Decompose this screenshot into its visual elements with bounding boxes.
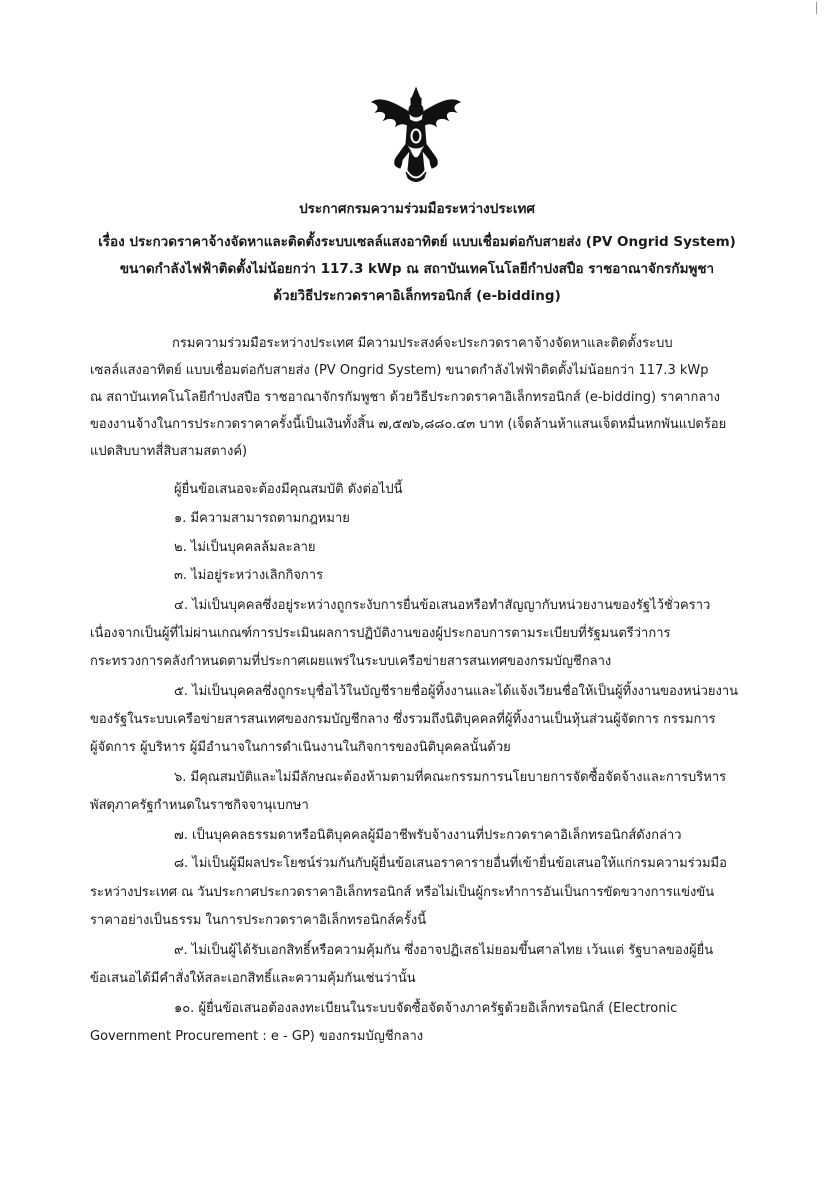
qualification-item-10-line-2: Government Procurement : e - GP) ของกรมบัญชีกลาง <box>90 1029 424 1044</box>
qualification-item-5-line-2: ของรัฐในระบบเครือข่ายสารสนเทศของกรมบัญชีกลาง ซึ่งรวมถึงนิติบุคคลที่ผู้ทิ้งงานเป็นหุ้นส่วนผู้จัดการ กรรมการ <box>90 712 716 727</box>
qualification-item-8-line-3: ราคาอย่างเป็นธรรม ในการประกวดราคาอิเล็กทรอนิกส์ครั้งนี้ <box>90 913 427 928</box>
intro-line-1: กรมความร่วมมือระหว่างประเทศ มีความประสงค์จะประกวดราคาจ้างจัดหาและติดตั้งระบบ <box>172 336 673 351</box>
qualification-item-10-line-1: ๑๐. ผู้ยื่นข้อเสนอต้องลงทะเบียนในระบบจัดซื้อจัดจ้างภาครัฐด้วยอิเล็กทรอนิกส์ (Electronic <box>174 1001 678 1016</box>
qualification-item-4-line-3: กระทรวงการคลังกำหนดตามที่ประกาศเผยแพร่ในระบบเครือข่ายสารสนเทศของกรมบัญชีกลาง <box>90 654 612 669</box>
qualification-item-5-line-1: ๕. ไม่เป็นบุคคลซึ่งถูกระบุชื่อไว้ในบัญชีรายชื่อผู้ทิ้งงานและได้แจ้งเวียนชื่อให้เป็นผู้ทิ้งงานของหน่วยงาน <box>174 684 739 699</box>
intro-line-2: เซลล์แสงอาทิตย์ แบบเชื่อมต่อกับสายส่ง (PV Ongrid System) ขนาดกำลังไฟฟ้าติดตั้งไม่น้อยกว่า 117.3 kWp <box>90 363 709 378</box>
scan-edge-mark <box>816 2 820 14</box>
qualification-item-2: ๒. ไม่เป็นบุคคลล้มละลาย <box>174 540 316 555</box>
qualification-item-9-line-1: ๙. ไม่เป็นผู้ได้รับเอกสิทธิ์หรือความคุ้มกัน ซึ่งอาจปฏิเสธไม่ยอมขึ้นศาลไทย เว้นแต่ รัฐบาลของผู้ยื่น <box>174 943 714 958</box>
garuda-emblem <box>365 86 467 186</box>
qualification-item-5-line-3: ผู้จัดการ ผู้บริหาร ผู้มีอำนาจในการดำเนินงานในกิจการของนิติบุคคลนั้นด้วย <box>90 740 511 755</box>
qualifications-lead: ผู้ยื่นข้อเสนอจะต้องมีคุณสมบัติ ดังต่อไปนี้ <box>174 482 403 497</box>
announcement-subject-line-3: ด้วยวิธีประกวดราคาอิเล็กทรอนิกส์ (e-bidding) <box>273 288 561 304</box>
announcement-subject-line-1: เรื่อง ประกวดราคาจ้างจัดหาและติดตั้งระบบเซลล์แสงอาทิตย์ แบบเชื่อมต่อกับสายส่ง (PV Ongrid System) <box>98 234 736 250</box>
qualification-item-6-line-2: พัสดุภาครัฐกำหนดในราชกิจจานุเบกษา <box>90 798 309 813</box>
announcement-agency: ประกาศกรมความร่วมมือระหว่างประเทศ <box>299 201 535 217</box>
qualification-item-4-line-2: เนื่องจากเป็นผู้ที่ไม่ผ่านเกณฑ์การประเมินผลการปฏิบัติงานของผู้ประกอบการตามระเบียบที่รัฐมนตรีว่าการ <box>90 626 671 641</box>
intro-line-4: ของงานจ้างในการประกวดราคาครั้งนี้เป็นเงินทั้งสิ้น ๗,๕๗๖,๘๘๐.๔๓ บาท (เจ็ดล้านห้าแสนเจ็ดหมื่นหกพันแปดร้อย <box>90 417 727 432</box>
announcement-subject-line-2: ขนาดกำลังไฟฟ้าติดตั้งไม่น้อยกว่า 117.3 kWp ณ สถาบันเทคโนโลยีกำปงสปือ ราชอาณาจักรกัมพูชา <box>119 261 715 277</box>
qualification-item-3: ๓. ไม่อยู่ระหว่างเลิกกิจการ <box>174 568 324 583</box>
qualification-item-6-line-1: ๖. มีคุณสมบัติและไม่มีลักษณะต้องห้ามตามที่คณะกรรมการนโยบายการจัดซื้อจัดจ้างและการบริหาร <box>174 770 727 785</box>
qualification-item-8-line-1: ๘. ไม่เป็นผู้มีผลประโยชน์ร่วมกันกับผู้ยื่นข้อเสนอราคารายอื่นที่เข้ายื่นข้อเสนอให้แก่กรมความร่วมมือ <box>174 856 727 871</box>
qualification-item-1: ๑. มีความสามารถตามกฎหมาย <box>174 511 350 526</box>
qualification-item-8-line-2: ระหว่างประเทศ ณ วันประกาศประกวดราคาอิเล็กทรอนิกส์ หรือไม่เป็นผู้กระทำการอันเป็นการขัดขวางการแข่งขัน <box>90 885 715 900</box>
intro-line-5: แปดสิบบาทสี่สิบสามสตางค์) <box>90 444 248 459</box>
qualification-item-7: ๗. เป็นบุคคลธรรมดาหรือนิติบุคคลผู้มีอาชีพรับจ้างงานที่ประกวดราคาอิเล็กทรอนิกส์ดังกล่าว <box>174 828 682 843</box>
qualification-item-4-line-1: ๔. ไม่เป็นบุคคลซึ่งอยู่ระหว่างถูกระงับการยื่นข้อเสนอหรือทำสัญญากับหน่วยงานของรัฐไว้ชั่วคราว <box>174 598 711 613</box>
qualification-item-9-line-2: ข้อเสนอได้มีคำสั่งให้สละเอกสิทธิ์และความคุ้มกันเช่นว่านั้น <box>90 971 416 986</box>
intro-line-3: ณ สถาบันเทคโนโลยีกำปงสปือ ราชอาณาจักรกัมพูชา ด้วยวิธีประกวดราคาอิเล็กทรอนิกส์ (e-bidding) ราคากลาง <box>90 390 720 405</box>
